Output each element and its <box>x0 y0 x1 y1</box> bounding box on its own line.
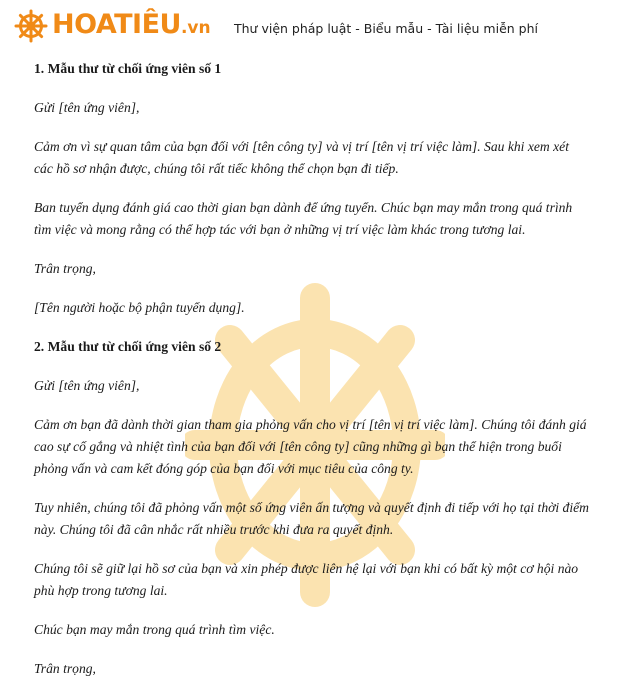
section2-greeting: Gửi [tên ứng viên], <box>34 378 140 393</box>
section2-paragraph-4: Chúc bạn may mắn trong quá trình tìm việc. <box>34 622 275 637</box>
ship-wheel-icon <box>14 9 48 43</box>
section2-paragraph-1: Cảm ơn bạn đã dành thời gian tham gia phỏng vấn cho vị trí [tên vị trí việc làm]. Chúng tôi đánh giá cao sự cố gắng và nhiệt tình của bạn đối với [tên công ty] cũng những gì bạn thể hiện trong buổi phỏng vấn và cam kết đóng góp của bạn đối với mục tiêu của công ty. <box>34 417 587 476</box>
site-header <box>0 0 618 52</box>
logo-text: HOATIÊU.vn <box>52 8 211 40</box>
section2-heading: 2. Mẫu thư từ chối ứng viên số 2 <box>34 339 222 354</box>
logo-suffix: .vn <box>180 17 211 38</box>
section1-greeting: Gửi [tên ứng viên], <box>34 100 140 115</box>
section1-signature: [Tên người hoặc bộ phận tuyển dụng]. <box>34 300 245 315</box>
section2-closing: Trân trọng, <box>34 661 96 676</box>
section2-paragraph-2: Tuy nhiên, chúng tôi đã phỏng vấn một số ứng viên ấn tượng và quyết định đi tiếp với họ tại thời điểm này. Chúng tôi đã cân nhắc rất nhiều trước khi đưa ra quyết định. <box>34 500 589 537</box>
section1-paragraph-2: Ban tuyển dụng đánh giá cao thời gian bạn dành để ứng tuyển. Chúc bạn may mắn trong quá trình tìm việc và mong rằng có thể hợp tác với bạn ở những vị trí việc làm khác trong tương lai. <box>34 200 573 237</box>
section2-paragraph-3: Chúng tôi sẽ giữ lại hồ sơ của bạn và xin phép được liên hệ lại với bạn khi có bất kỳ một cơ hội nào phù hợp trong tương lai. <box>34 561 579 598</box>
section1-closing: Trân trọng, <box>34 261 96 276</box>
section1-heading: 1. Mẫu thư từ chối ứng viên số 1 <box>34 61 222 76</box>
site-logo[interactable] <box>14 9 211 43</box>
site-tagline: Thư viện pháp luật - Biểu mẫu - Tài liệu miễn phí <box>234 21 538 36</box>
document-body <box>34 58 590 697</box>
section1-paragraph-1: Cảm ơn vì sự quan tâm của bạn đối với [tên công ty] và vị trí [tên vị trí việc làm]. Sau khi xem xét các hồ sơ nhận được, chúng tôi rất tiếc không thể chọn bạn đi tiếp. <box>34 139 569 176</box>
